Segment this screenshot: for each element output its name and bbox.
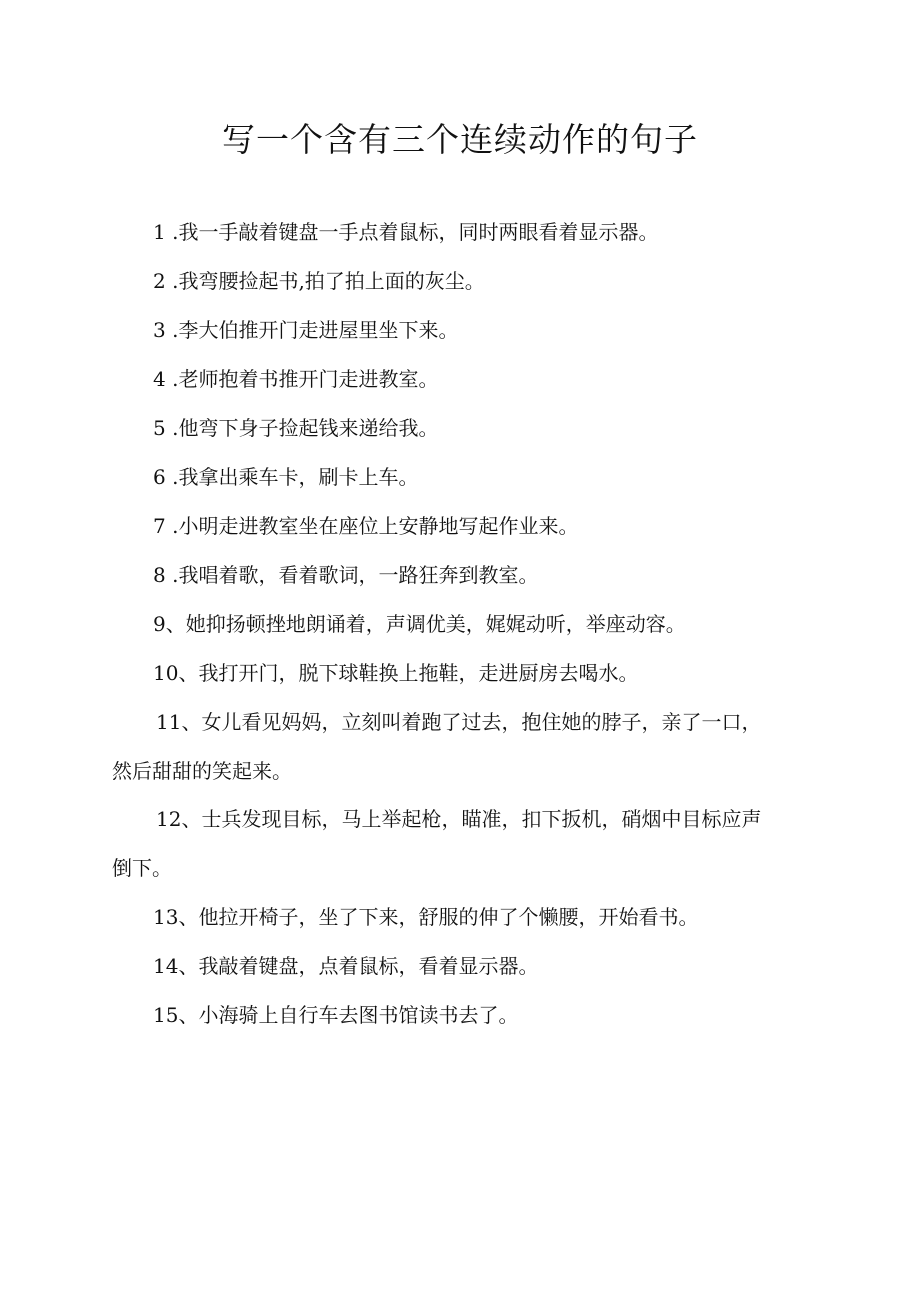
sentence-9: 9、她抑扬顿挫地朗诵着，声调优美，娓娓动听，举座动容。	[153, 612, 686, 636]
sentence-2: 2 .我弯腰捡起书,拍了拍上面的灰尘。	[153, 269, 485, 293]
sentence-13: 13、他拉开椅子，坐了下来，舒服的伸了个懒腰，开始看书。	[153, 905, 699, 929]
sentence-11-line-1: 11、女儿看见妈妈，立刻叫着跑了过去，抱住她的脖子，亲了一口，	[156, 710, 762, 734]
sentence-14: 14、我敲着键盘，点着鼠标，看着显示器。	[153, 954, 539, 978]
sentence-5: 5 .他弯下身子捡起钱来递给我。	[153, 416, 439, 440]
sentence-15: 15、小海骑上自行车去图书馆读书去了。	[153, 1003, 519, 1027]
page-title: 写一个含有三个连续动作的句子	[222, 120, 698, 159]
sentence-4: 4 .老师抱着书推开门走进教室。	[153, 367, 439, 391]
sentence-12-line-1: 12、士兵发现目标，马上举起枪，瞄准，扣下扳机，硝烟中目标应声	[156, 807, 762, 831]
sentence-11-line-2: 然后甜甜的笑起来。	[112, 759, 292, 783]
sentence-7: 7 .小明走进教室坐在座位上安静地写起作业来。	[153, 514, 579, 538]
sentence-3: 3 .李大伯推开门走进屋里坐下来。	[153, 318, 459, 342]
sentence-8: 8 .我唱着歌，看着歌词，一路狂奔到教室。	[153, 563, 539, 587]
sentence-1: 1 .我一手敲着键盘一手点着鼠标，同时两眼看着显示器。	[153, 220, 659, 244]
sentence-10: 10、我打开门，脱下球鞋换上拖鞋，走进厨房去喝水。	[153, 661, 639, 685]
sentence-12-line-2: 倒下。	[112, 856, 172, 880]
sentence-6: 6 .我拿出乘车卡，刷卡上车。	[153, 465, 419, 489]
